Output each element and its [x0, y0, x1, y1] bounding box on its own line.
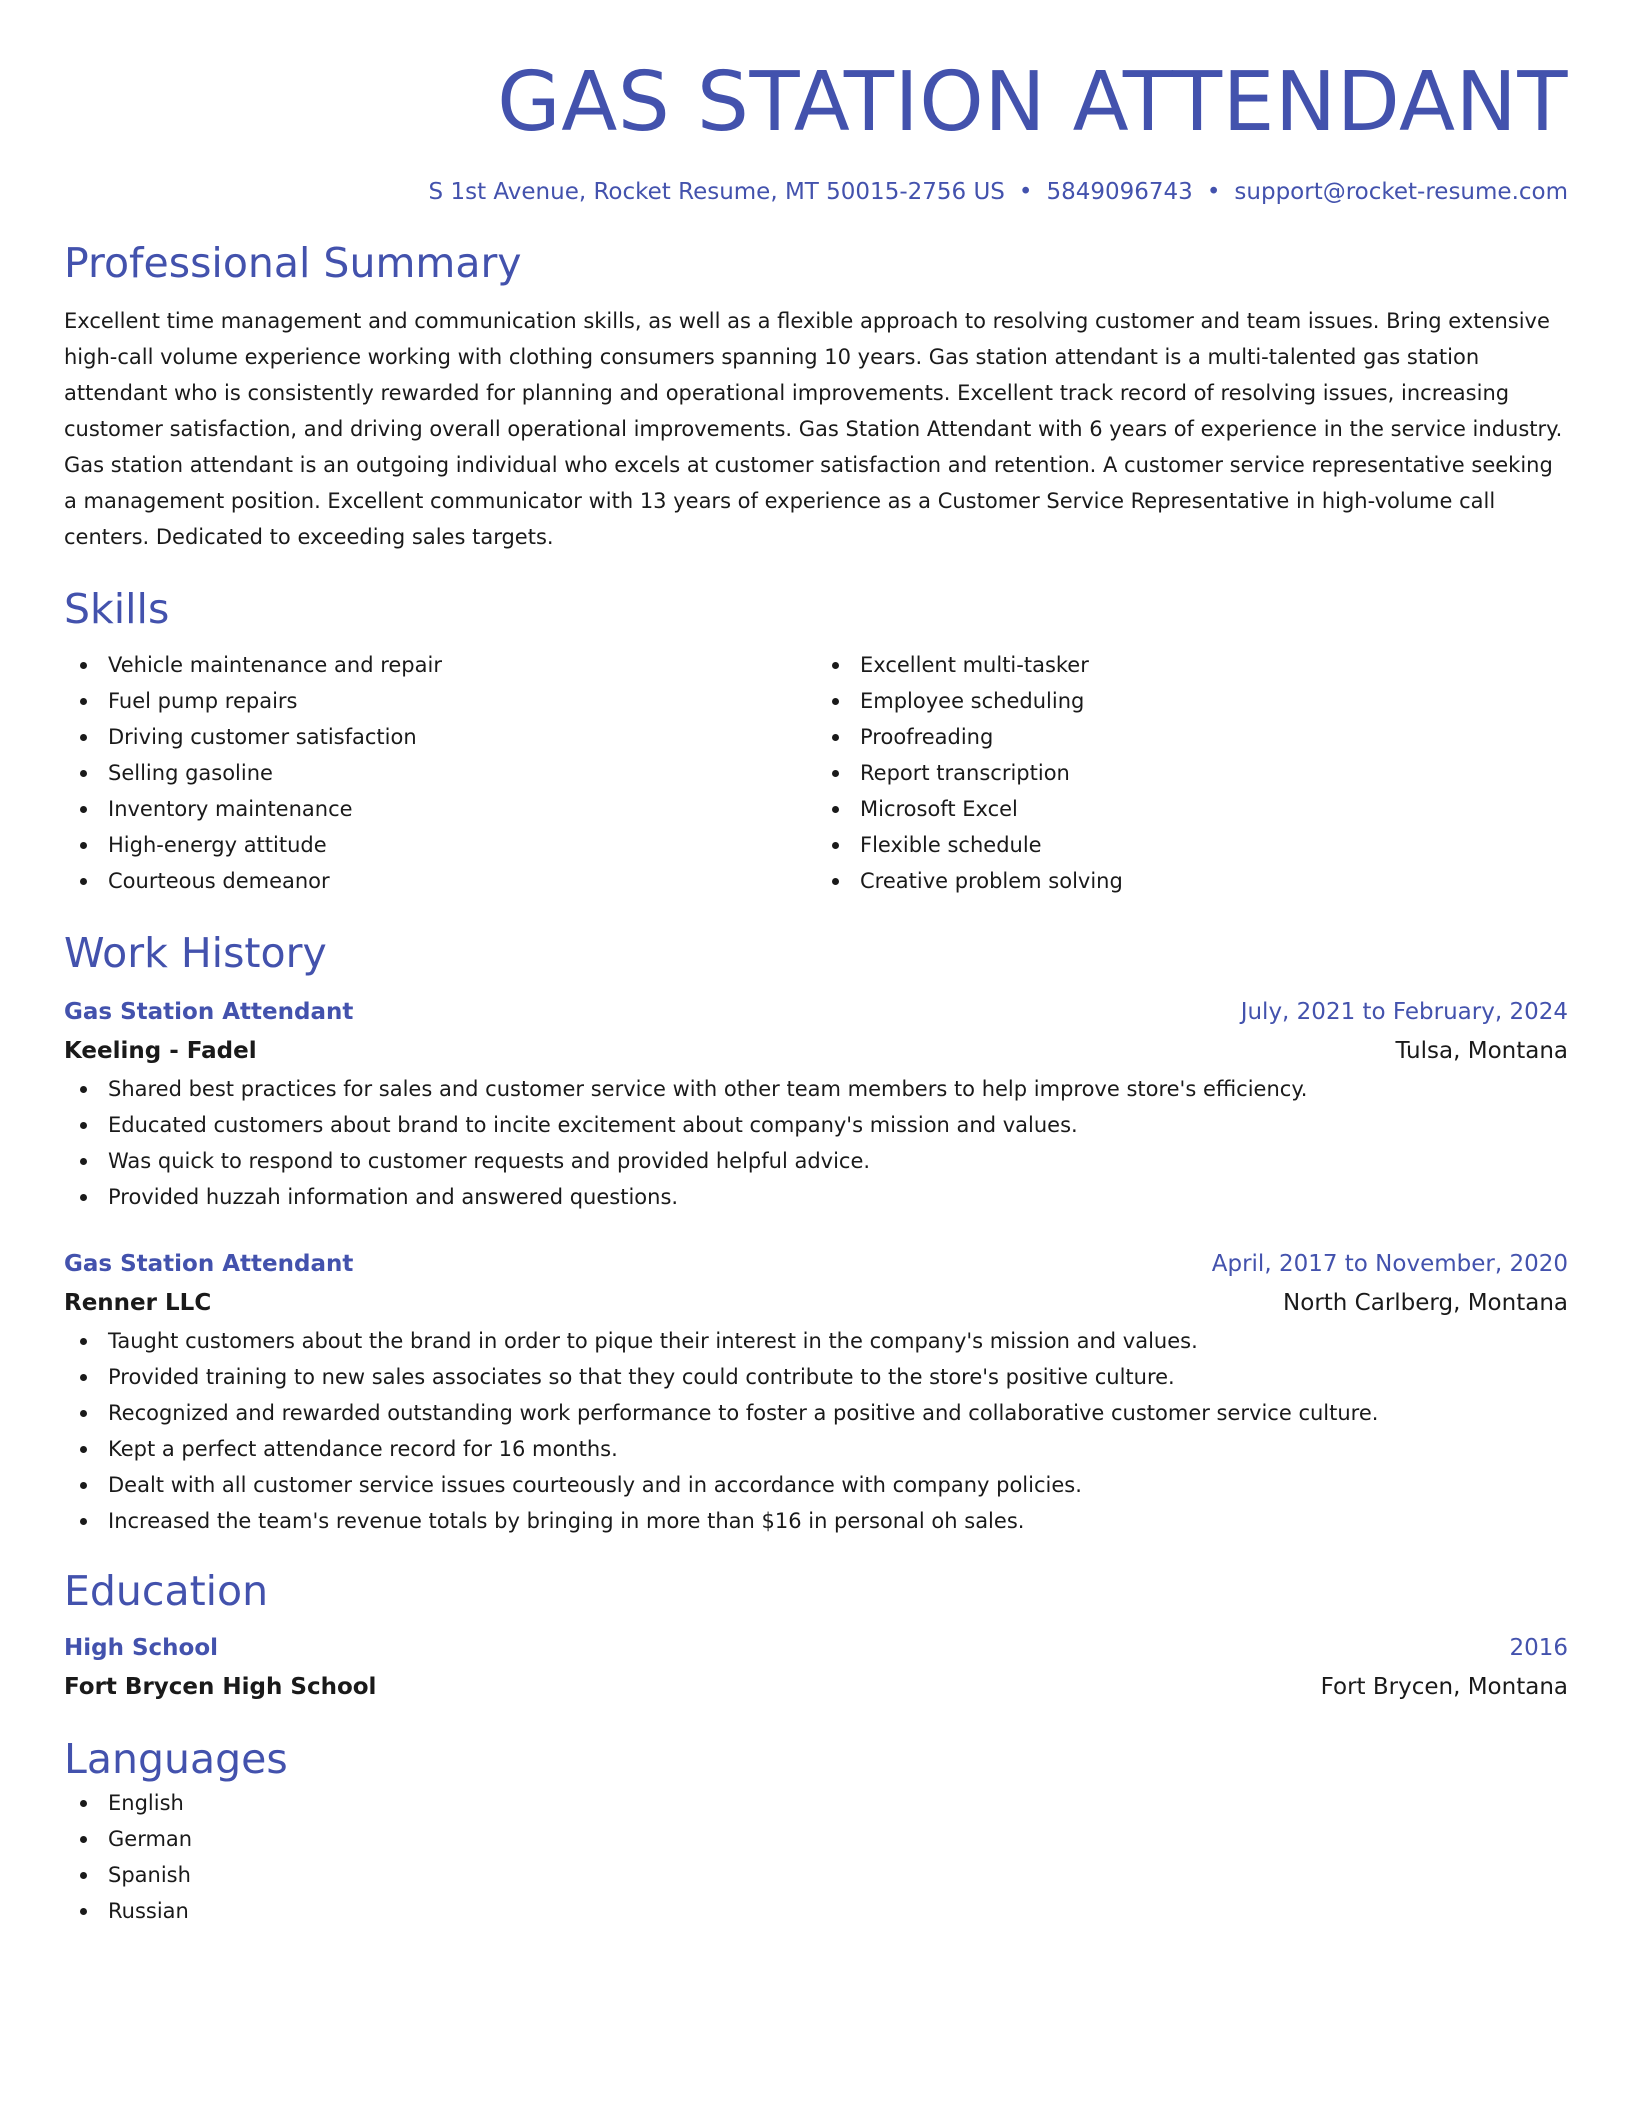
address: S 1st Avenue, Rocket Resume, MT 50015-2756 US — [428, 179, 1005, 205]
job-bullet — [64, 1359, 1568, 1395]
section-title-languages: Languages — [64, 1735, 288, 1783]
bullet-icon — [832, 698, 839, 705]
job-bullet-list — [64, 1323, 1568, 1539]
job-bullet — [64, 1431, 1568, 1467]
bullet-icon — [80, 770, 87, 777]
job-bullet-text: Provided training to new sales associates so that they could contribute to the store's positive culture. — [108, 1365, 1175, 1389]
skill-item — [816, 791, 1568, 827]
language-list — [64, 1785, 1568, 1929]
bullet-icon — [80, 1872, 87, 1879]
degree: High School — [64, 1635, 219, 1661]
skill-item — [64, 791, 816, 827]
job-bullet-text: Shared best practices for sales and customer service with other team members to help improve store's efficiency. — [108, 1077, 1308, 1101]
job-bullet-text: Increased the team's revenue totals by bringing in more than $16 in personal oh sales. — [108, 1509, 1025, 1533]
bullet-icon — [80, 662, 87, 669]
bullet-icon — [832, 806, 839, 813]
job-header-row — [64, 993, 1568, 1031]
job-company-row — [64, 1283, 1568, 1323]
skill-label: Inventory maintenance — [108, 797, 353, 821]
job-bullet-text: Dealt with all customer service issues courteously and in accordance with company policies. — [108, 1473, 1082, 1497]
job-bullet — [64, 1107, 1568, 1143]
school-name: Fort Brycen High School — [64, 1674, 377, 1700]
skill-label: Vehicle maintenance and repair — [108, 653, 442, 677]
skill-label: Excellent multi-tasker — [860, 653, 1089, 677]
section-title-work-history: Work History — [64, 929, 327, 977]
skill-item — [64, 647, 816, 683]
job-bullet — [64, 1503, 1568, 1539]
job-bullet — [64, 1467, 1568, 1503]
skills-list-left — [64, 647, 816, 899]
school-location: Fort Brycen, Montana — [1320, 1674, 1568, 1700]
skill-item — [816, 863, 1568, 899]
skill-item — [816, 683, 1568, 719]
bullet-icon — [80, 734, 87, 741]
bullet-icon — [80, 1908, 87, 1915]
bullet-icon — [832, 662, 839, 669]
skill-item — [64, 827, 816, 863]
bullet-icon — [832, 770, 839, 777]
skill-label: Proofreading — [860, 725, 994, 749]
graduation-year: 2016 — [1509, 1635, 1568, 1661]
professional-summary-section — [64, 237, 1568, 555]
company-name: Renner LLC — [64, 1290, 212, 1316]
skill-label: Creative problem solving — [860, 869, 1123, 893]
skill-label: Courteous demeanor — [108, 869, 330, 893]
summary-text: Excellent time management and communication skills, as well as a flexible approach to resolving customer and team issues. Bring extensive high-call volume experience working with clothing consumers spanning 10 years. Gas station attendant is a multi-talented gas station attendant who is consistently rewarded for planning and operational improvements. Excellent track record of resolving issues, increasing customer satisfaction, and driving overall operational improvements. Gas Station Attendant with 6 years of experience in the service industry. Gas station attendant is an outgoing individual who excels at customer satisfaction and retention. A customer service representative seeking a management position. Excellent communicator with 13 years of experience as a Customer Service Representative in high-volume call centers. Dedicated to exceeding sales targets. — [64, 309, 1563, 549]
skill-label: High-energy attitude — [108, 833, 327, 857]
skill-item — [816, 719, 1568, 755]
job-bullet — [64, 1071, 1568, 1107]
job-bullet-text: Recognized and rewarded outstanding work performance to foster a positive and collaborative customer service culture. — [108, 1401, 1379, 1425]
bullet-icon — [80, 1158, 87, 1165]
skill-item — [816, 755, 1568, 791]
bullet-icon — [832, 878, 839, 885]
language-item — [64, 1821, 1568, 1857]
skill-item — [64, 683, 816, 719]
phone-number: 5849096743 — [1046, 179, 1193, 205]
section-title-skills: Skills — [64, 585, 170, 633]
bullet-icon — [80, 1194, 87, 1201]
separator-dot: • — [1018, 179, 1033, 205]
bullet-icon — [832, 842, 839, 849]
language-item — [64, 1857, 1568, 1893]
job-title: Gas Station Attendant — [64, 1251, 354, 1277]
bullet-icon — [80, 1482, 87, 1489]
job-bullet-text: Kept a perfect attendance record for 16 months. — [108, 1437, 618, 1461]
section-title-summary: Professional Summary — [64, 239, 522, 287]
job-dates: April, 2017 to November, 2020 — [1211, 1251, 1568, 1277]
skill-label: Driving customer satisfaction — [108, 725, 417, 749]
education-header-row — [64, 1629, 1568, 1667]
skill-label: Fuel pump repairs — [108, 689, 298, 713]
bullet-icon — [80, 1518, 87, 1525]
bullet-icon — [80, 1836, 87, 1843]
work-history-section — [64, 927, 1568, 1539]
skill-label: Microsoft Excel — [860, 797, 1018, 821]
education-school-row — [64, 1667, 1568, 1707]
skills-grid — [64, 647, 1568, 899]
bullet-icon — [80, 1410, 87, 1417]
skill-label: Selling gasoline — [108, 761, 273, 785]
skills-section — [64, 583, 1568, 899]
skill-item — [64, 863, 816, 899]
bullet-icon — [80, 842, 87, 849]
job-company-row — [64, 1031, 1568, 1071]
job-bullet — [64, 1395, 1568, 1431]
bullet-icon — [80, 1446, 87, 1453]
job-location: Tulsa, Montana — [1395, 1038, 1568, 1064]
resume-header — [64, 0, 1568, 207]
job-bullet-text: Was quick to respond to customer requests and provided helpful advice. — [108, 1149, 871, 1173]
candidate-name: GAS STATION ATTENDANT — [497, 55, 1568, 150]
skill-label: Report transcription — [860, 761, 1070, 785]
language-label: Spanish — [108, 1863, 191, 1887]
skill-label: Flexible schedule — [860, 833, 1042, 857]
language-label: German — [108, 1827, 193, 1851]
skill-item — [816, 647, 1568, 683]
job-bullet — [64, 1179, 1568, 1215]
bullet-icon — [832, 734, 839, 741]
company-name: Keeling - Fadel — [64, 1038, 257, 1064]
bullet-icon — [80, 1122, 87, 1129]
bullet-icon — [80, 1374, 87, 1381]
job-bullet — [64, 1323, 1568, 1359]
job-bullet-text: Provided huzzah information and answered questions. — [108, 1185, 679, 1209]
skill-item — [816, 827, 1568, 863]
job-location: North Carlberg, Montana — [1283, 1290, 1568, 1316]
language-item — [64, 1893, 1568, 1929]
job-bullet-text: Educated customers about brand to incite excitement about company's mission and values. — [108, 1113, 1078, 1137]
education-section — [64, 1565, 1568, 1707]
job-entry — [64, 993, 1568, 1215]
bullet-icon — [80, 698, 87, 705]
skill-item — [64, 755, 816, 791]
language-label: English — [108, 1791, 184, 1815]
language-item — [64, 1785, 1568, 1821]
job-dates: July, 2021 to February, 2024 — [1240, 999, 1568, 1025]
job-title: Gas Station Attendant — [64, 999, 354, 1025]
job-entry — [64, 1245, 1568, 1539]
bullet-icon — [80, 1338, 87, 1345]
bullet-icon — [80, 1800, 87, 1807]
job-bullet — [64, 1143, 1568, 1179]
skills-list-right — [816, 647, 1568, 899]
separator-dot: • — [1206, 179, 1221, 205]
job-bullet-list — [64, 1071, 1568, 1215]
bullet-icon — [80, 878, 87, 885]
section-title-education: Education — [64, 1567, 269, 1615]
languages-section — [64, 1733, 1568, 1929]
email-address: support@rocket-resume.com — [1234, 179, 1568, 205]
language-label: Russian — [108, 1899, 189, 1923]
job-header-row — [64, 1245, 1568, 1283]
skill-item — [64, 719, 816, 755]
contact-line — [64, 177, 1568, 207]
bullet-icon — [80, 806, 87, 813]
job-bullet-text: Taught customers about the brand in order to pique their interest in the company's mission and values. — [108, 1329, 1198, 1353]
skill-label: Employee scheduling — [860, 689, 1085, 713]
education-entry — [64, 1629, 1568, 1707]
bullet-icon — [80, 1086, 87, 1093]
